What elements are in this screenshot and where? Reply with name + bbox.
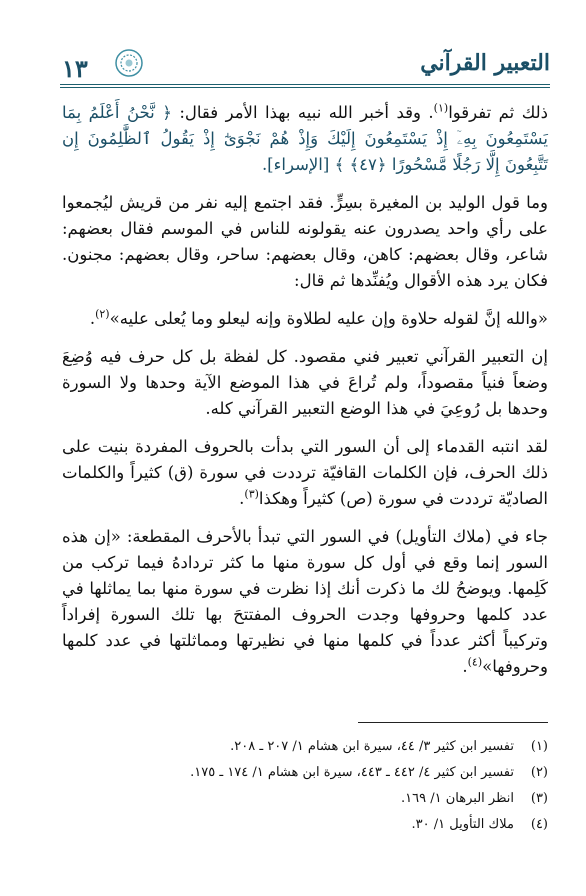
footnote-ref-2: (٢)	[95, 307, 110, 321]
footnote-item: (٤) ملاك التأويل ١/ ٣٠.	[411, 817, 548, 832]
paragraph-2: وما قول الوليد بن المغيرة بسِرٍّ. فقد اجتمع إليه نفر من قريش ليُجمعوا على رأي واحد يصدرون عنه يقولونه للناس في الموسم فقال بعضهم: شاعر، وقال بعضهم: كاهن، وقال بعضهم: ساحر، وقال بعضهم: مجنون. فكان يرد هذه الأقوال ويُفنِّدها ثم قال:	[62, 193, 548, 290]
footnote-ref-4: (٤)	[467, 655, 483, 669]
paragraph-3: «والله إنَّ لقوله حلاوة وإن عليه لطلاوة وإنه ليعلو وما يُعلى عليه»$^{(٢)}$.	[89, 307, 548, 328]
footnote-item: (٢) تفسير ابن كثير ٤/ ٤٤٢ ـ ٤٤٣، سيرة ابن هشام ١/ ١٧٤ ـ ١٧٥.	[190, 765, 548, 780]
surah-reference: [الإسراء].	[261, 155, 335, 174]
running-title: التعبير القرآني	[420, 50, 550, 76]
paragraph-5: لقد انتبه القدماء إلى أن السور التي بدأت بالحروف المفردة بنيت على ذلك الحرف، فإن الكلمات القافيّة ترددت في سورة (ق) كثيراً والكلمات الصاديّة ترددت في سورة (ص) كثيراً وهكذا$^{(٣)}$.	[62, 437, 548, 508]
header-rule-bottom	[60, 87, 550, 88]
quran-verse: ﴿ نَّحْنُ أَعْلَمُ بِمَا يَسْتَمِعُونَ بِهِۦٓ إِذْ يَسْتَمِعُونَ إِلَيْكَ وَإِذْ هُمْ نَجْوَىٰٓ إِذْ يَقُولُ ٱلظَّٰلِمُونَ إِن تَتَّبِعُونَ إِلَّا رَجُلًا مَّسْحُورًا ﴿٤٧﴾ ﴾	[62, 103, 548, 174]
footnote-ref-1: (١)	[433, 101, 449, 115]
paragraph-6: جاء في (ملاك التأويل) في السور التي تبدأ بالأحرف المقطعة: «إن هذه السور إنما وقع في أول كل سورة منها ما كثر تردادهُ فيما تركب من كَلِمها. ويوضحُ لك ما ذكرت أنك إذا نظرت في سورة منها بما يماثلها في عدد كلمها وحروفها وجدت الحروف المفتتحَ بها تلك السورة إفراداً وتركيباً أكثر عدداً في كلمها منها في نظيرتها ومماثلتها في عدد كلمها وحروفها»$^{(٤)}$.	[62, 527, 548, 676]
main-text	[62, 100, 548, 692]
footnotes	[48, 734, 548, 838]
footnote-separator	[358, 722, 548, 723]
footnote-item: (٣) انظر البرهان ١/ ١٦٩.	[401, 791, 548, 806]
rosette-ornament-icon	[114, 48, 144, 78]
paragraph-4: إن التعبير القرآني تعبير فني مقصود. كل لفظة بل كل حرف فيه وُضِعَ وضعاً فنياً مقصوداً، ولم تُراعَ في هذا الموضع الآية وحدها ولا السورة وحدها بل رُوعِيَ في هذا الوضع التعبير القرآني كله.	[62, 347, 548, 418]
header-rule-top	[60, 84, 550, 85]
footnote-item: (١) تفسير ابن كثير ٣/ ٤٤، سيرة ابن هشام ١/ ٢٠٧ ـ ٢٠٨.	[230, 739, 548, 754]
page-header	[60, 40, 550, 86]
paragraph-1: ذلك ثم تفرقوا$^{(١)}$. وقد أخبر الله نبيه بهذا الأمر فقال: ﴿ نَّحْنُ أَعْلَمُ بِمَا يَسْتَمِعُونَ بِهِۦٓ إِذْ يَسْتَمِعُونَ إِلَيْكَ وَإِذْ هُمْ نَجْوَىٰٓ إِذْ يَقُولُ ٱلظَّٰلِمُونَ إِن تَتَّبِعُونَ إِلَّا رَجُلًا مَّسْحُورًا ﴿٤٧﴾ ﴾ [الإسراء].	[62, 101, 548, 174]
footnote-ref-3: (٣)	[244, 487, 259, 501]
page-number: ١٣	[62, 54, 88, 83]
